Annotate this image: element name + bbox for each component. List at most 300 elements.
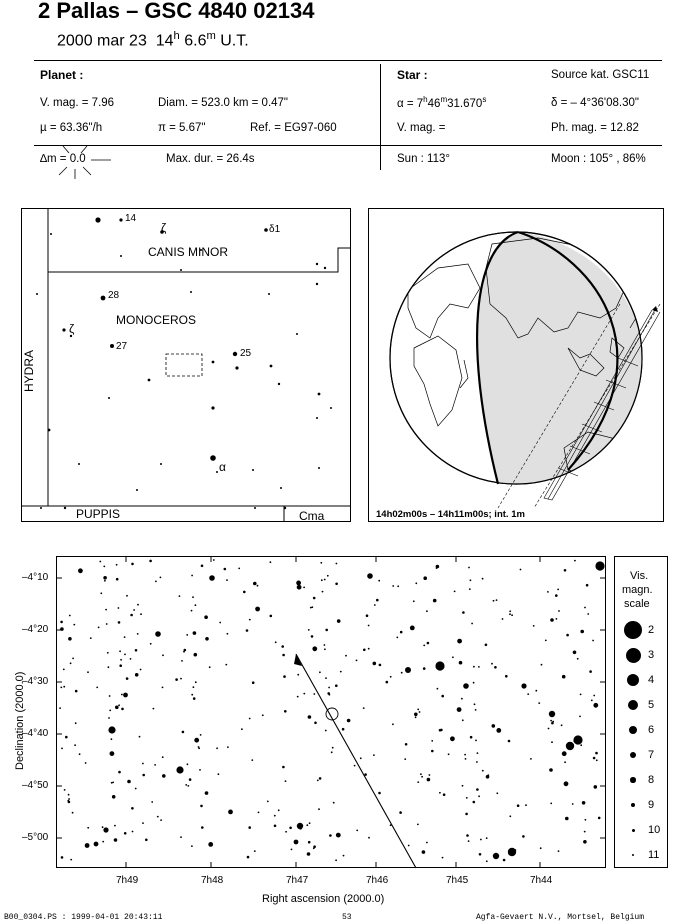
field-star xyxy=(116,564,118,566)
scale-title-2: magn. xyxy=(622,584,653,596)
bright-star xyxy=(94,842,99,847)
field-star xyxy=(324,644,326,646)
field-star xyxy=(283,675,286,678)
field-star xyxy=(149,560,152,563)
scale-dot xyxy=(626,648,641,663)
field-star xyxy=(441,695,444,698)
bright-star xyxy=(209,575,215,581)
planet-motion: µ = 63.36"/h xyxy=(40,122,103,134)
field-star xyxy=(390,676,392,678)
field-star xyxy=(59,707,61,709)
field-star xyxy=(572,803,574,805)
bright-star xyxy=(549,711,555,717)
field-star xyxy=(492,724,496,728)
field-star xyxy=(74,744,76,746)
field-star xyxy=(70,859,72,861)
finder-star xyxy=(316,283,318,285)
field-star xyxy=(527,693,529,695)
finder-star xyxy=(40,507,42,509)
star-photo-mag: Ph. mag. = 12.82 xyxy=(551,122,639,134)
star-label-delta1: δ1 xyxy=(269,224,281,235)
field-star xyxy=(320,562,322,564)
field-star xyxy=(549,768,553,772)
finder-star xyxy=(101,296,106,301)
field-star xyxy=(186,634,188,636)
finder-star xyxy=(254,507,256,509)
field-star xyxy=(422,850,426,854)
field-star xyxy=(450,736,455,741)
field-star xyxy=(278,809,280,811)
field-star xyxy=(124,654,126,656)
field-star xyxy=(192,596,194,598)
field-star xyxy=(180,836,182,838)
field-star xyxy=(258,812,260,814)
field-star xyxy=(201,565,204,568)
finder-star xyxy=(318,467,320,469)
field-star xyxy=(486,775,490,779)
field-star xyxy=(465,758,467,760)
field-star xyxy=(133,609,135,611)
field-star xyxy=(566,634,569,637)
field-star xyxy=(468,567,470,569)
scale-mag-label: 6 xyxy=(648,724,655,736)
field-star xyxy=(98,627,100,629)
finder-star xyxy=(48,429,51,432)
bright-star xyxy=(521,683,526,688)
finder-star xyxy=(210,455,216,461)
bright-star xyxy=(435,661,444,670)
field-star xyxy=(386,681,389,684)
field-star xyxy=(457,707,462,712)
field-star xyxy=(448,753,450,755)
x-axis-label: Right ascension (2000.0) xyxy=(262,893,385,905)
field-star xyxy=(580,744,582,746)
field-star xyxy=(551,722,554,725)
field-star xyxy=(414,713,418,717)
scale-mag-label: 8 xyxy=(648,774,655,786)
constellation-canis-minor: CANIS MINOR xyxy=(148,245,229,259)
field-star xyxy=(252,681,255,684)
field-star xyxy=(342,728,345,731)
field-star xyxy=(284,710,287,713)
field-star xyxy=(160,577,162,579)
finder-star xyxy=(62,328,65,331)
field-star xyxy=(473,801,476,804)
finder-star xyxy=(316,417,318,419)
field-star xyxy=(162,774,166,778)
scale-mag-label: 7 xyxy=(648,749,655,761)
field-star xyxy=(243,591,246,594)
field-star xyxy=(114,825,116,827)
ra-seconds: 31.670 xyxy=(447,97,483,110)
field-star xyxy=(79,753,81,755)
field-star xyxy=(126,677,129,680)
finder-star xyxy=(110,344,114,348)
field-star xyxy=(548,728,550,730)
field-star xyxy=(426,842,428,844)
field-star xyxy=(329,694,331,696)
star-vmag: V. mag. = xyxy=(397,122,446,134)
field-star xyxy=(392,585,394,587)
field-star xyxy=(376,599,379,602)
constellation-hydra: HYDRA xyxy=(22,349,36,392)
finder-star xyxy=(318,393,321,396)
field-star xyxy=(205,637,209,641)
field-star xyxy=(297,674,299,676)
field-star xyxy=(345,655,347,657)
field-star xyxy=(153,708,155,710)
field-star xyxy=(238,568,240,570)
field-star xyxy=(336,833,341,838)
field-star xyxy=(493,600,495,602)
field-star xyxy=(511,614,513,616)
field-star xyxy=(509,613,511,615)
field-star xyxy=(248,826,251,829)
field-star xyxy=(477,752,479,754)
y-tick-label: –5°00 xyxy=(22,832,49,843)
field-star xyxy=(205,791,209,795)
field-star xyxy=(142,763,144,765)
field-star xyxy=(423,576,427,580)
field-star xyxy=(466,797,468,799)
field-star xyxy=(75,722,77,724)
field-star xyxy=(417,824,419,826)
field-star xyxy=(219,622,221,624)
sun-elongation: Sun : 113° xyxy=(397,153,450,165)
field-star xyxy=(550,803,552,805)
field-star xyxy=(175,678,178,681)
field-star xyxy=(65,736,68,739)
field-star xyxy=(401,672,403,674)
star-label-25: 25 xyxy=(240,348,252,359)
field-star xyxy=(443,793,446,796)
field-star xyxy=(313,847,315,849)
field-star xyxy=(119,664,122,667)
field-star xyxy=(61,748,63,750)
field-star xyxy=(397,585,399,587)
field-star xyxy=(473,666,475,668)
field-star xyxy=(201,826,204,829)
ra-hours: α = 7 xyxy=(397,97,424,110)
field-star xyxy=(319,777,322,780)
field-star xyxy=(154,764,156,766)
field-star xyxy=(96,687,98,689)
finder-star xyxy=(36,293,38,295)
track-direction-arrow xyxy=(294,654,302,666)
field-star xyxy=(335,859,337,861)
field-star xyxy=(142,822,144,824)
field-star xyxy=(189,778,192,781)
field-star xyxy=(530,758,532,760)
field-star xyxy=(69,615,71,617)
field-star xyxy=(247,856,250,859)
field-star xyxy=(103,576,107,580)
field-star xyxy=(130,614,133,617)
field-star xyxy=(522,835,525,838)
field-star xyxy=(68,801,71,804)
finder-star xyxy=(233,352,237,356)
field-star xyxy=(533,625,535,627)
field-star xyxy=(324,579,326,581)
bright-star xyxy=(405,667,411,673)
finder-star xyxy=(330,407,332,409)
field-star xyxy=(427,642,430,645)
field-star xyxy=(251,759,253,761)
field-star xyxy=(118,704,120,706)
field-star xyxy=(485,644,488,647)
field-star xyxy=(194,653,198,657)
x-tick-label: 7h45 xyxy=(446,875,469,886)
constellation-canis-major: Cma xyxy=(299,509,325,523)
field-star xyxy=(262,714,264,716)
field-star xyxy=(475,709,477,711)
field-star xyxy=(496,792,498,794)
bright-star xyxy=(493,853,499,859)
field-star xyxy=(333,802,335,804)
field-star xyxy=(182,731,185,734)
field-star xyxy=(313,693,315,695)
field-star xyxy=(509,610,511,612)
finder-star xyxy=(119,218,122,221)
field-star xyxy=(103,566,105,568)
x-tick-label: 7h44 xyxy=(530,875,553,886)
bright-star xyxy=(108,726,115,733)
field-star xyxy=(108,666,110,668)
field-star xyxy=(187,763,189,765)
field-star xyxy=(585,819,587,821)
star-label-zeta-cmi: ζ xyxy=(161,221,167,235)
page-title: 2 Pallas – GSC 4840 02134 xyxy=(38,0,315,23)
field-star xyxy=(87,827,89,829)
field-star xyxy=(417,781,419,783)
finder-star xyxy=(136,489,138,491)
field-star xyxy=(296,581,301,586)
field-star xyxy=(314,722,317,725)
planet-vmag: V. mag. = 7.96 xyxy=(40,97,115,109)
field-star xyxy=(363,707,365,709)
bright-star xyxy=(297,823,303,829)
field-star xyxy=(253,582,257,586)
star-label-27: 27 xyxy=(116,341,128,352)
finder-star xyxy=(95,217,100,222)
field-star xyxy=(505,675,508,678)
field-star xyxy=(573,651,577,655)
field-star xyxy=(105,609,107,611)
scale-mag-label: 11 xyxy=(648,849,660,861)
finder-star xyxy=(252,469,254,471)
field-star xyxy=(461,698,463,700)
field-star xyxy=(584,831,586,833)
field-star xyxy=(106,623,108,625)
field-star xyxy=(373,662,377,666)
event-minute: 6.6 xyxy=(184,32,207,50)
field-star xyxy=(347,719,351,723)
bright-star xyxy=(566,742,574,750)
field-star xyxy=(111,738,113,740)
field-star xyxy=(325,730,327,732)
scale-mag-label: 9 xyxy=(648,799,655,811)
event-hour: 14 xyxy=(155,32,174,50)
field-star xyxy=(582,801,586,805)
field-star xyxy=(580,630,584,634)
field-star xyxy=(405,743,408,746)
finder-star xyxy=(324,267,326,269)
field-star xyxy=(282,654,285,657)
field-star xyxy=(270,561,272,563)
field-star xyxy=(60,687,62,689)
field-star xyxy=(579,716,581,718)
field-star xyxy=(114,838,118,842)
bright-star xyxy=(155,631,161,637)
field-star xyxy=(282,766,285,769)
field-star xyxy=(127,780,131,784)
scale-mag-label: 2 xyxy=(648,624,655,636)
field-star xyxy=(191,575,193,577)
field-star xyxy=(433,599,437,603)
field-star xyxy=(322,591,324,593)
field-star xyxy=(335,684,338,687)
field-star xyxy=(517,804,520,807)
moon-info: Moon : 105° , 86% xyxy=(551,153,646,165)
field-star xyxy=(327,575,329,577)
field-star xyxy=(462,719,464,721)
field-star xyxy=(303,587,305,589)
field-star xyxy=(198,747,200,749)
field-star xyxy=(124,832,127,835)
field-star xyxy=(63,669,65,671)
bright-star xyxy=(508,848,516,856)
field-star xyxy=(356,660,358,662)
field-star xyxy=(508,740,511,743)
field-star xyxy=(255,607,260,612)
star-declination: δ = – 4°36'08.30" xyxy=(551,97,639,109)
flash-icon xyxy=(55,145,115,185)
field-star xyxy=(313,597,316,600)
bright-star xyxy=(573,735,582,744)
field-star xyxy=(457,639,462,644)
field-star xyxy=(179,595,181,597)
constellation-monoceros: MONOCEROS xyxy=(116,313,197,327)
field-star xyxy=(227,633,229,635)
field-star xyxy=(479,853,482,856)
star-map-plot xyxy=(56,556,606,868)
field-star xyxy=(421,776,423,778)
constellation-puppis: PUPPIS xyxy=(76,507,121,521)
field-star xyxy=(123,693,128,698)
field-star xyxy=(331,751,333,753)
field-star xyxy=(545,640,547,642)
field-star xyxy=(482,578,484,580)
field-star xyxy=(486,860,488,862)
finder-star xyxy=(64,507,66,509)
field-star xyxy=(162,687,164,689)
field-star xyxy=(478,666,480,668)
field-star xyxy=(586,584,589,587)
field-star xyxy=(520,569,522,571)
ra-minutes: 46 xyxy=(427,97,441,110)
field-star xyxy=(181,660,183,662)
finder-star xyxy=(284,507,286,509)
field-star xyxy=(462,611,465,614)
field-star xyxy=(216,747,218,749)
field-star xyxy=(337,619,341,623)
bright-star xyxy=(103,827,108,832)
field-star xyxy=(562,751,567,756)
field-star xyxy=(135,788,137,790)
planet-heading: Planet : xyxy=(40,68,84,82)
field-star xyxy=(583,840,587,844)
field-star xyxy=(374,604,376,606)
field-star xyxy=(119,650,121,652)
field-star xyxy=(63,686,65,688)
field-star xyxy=(180,678,182,680)
finder-star xyxy=(190,291,192,293)
field-star xyxy=(360,757,362,759)
finder-star xyxy=(211,406,214,409)
field-star xyxy=(592,640,594,642)
field-star xyxy=(104,580,106,582)
field-star xyxy=(267,801,269,803)
field-star xyxy=(431,750,434,753)
field-star xyxy=(140,613,142,615)
field-star xyxy=(558,610,560,612)
field-star xyxy=(368,625,370,627)
field-star xyxy=(108,717,110,719)
field-star xyxy=(589,670,592,673)
x-tick-label: 7h46 xyxy=(366,875,389,886)
field-star xyxy=(329,834,332,837)
field-star xyxy=(102,826,104,828)
field-star xyxy=(208,842,213,847)
field-star xyxy=(121,694,123,696)
field-star xyxy=(311,635,314,638)
field-star xyxy=(556,618,558,620)
field-star xyxy=(139,736,141,738)
finder-star xyxy=(180,269,182,271)
field-star xyxy=(285,831,287,833)
field-star xyxy=(557,589,559,591)
field-star xyxy=(118,621,121,624)
finder-star xyxy=(235,366,238,369)
field-star xyxy=(126,595,128,597)
star-label-alpha-mon: α xyxy=(219,460,226,474)
field-star xyxy=(73,624,75,626)
field-star xyxy=(550,618,554,622)
field-star xyxy=(470,736,473,739)
footer-publisher: Agfa-Gevaert N.V., Mortsel, Belgium xyxy=(476,913,645,922)
field-star xyxy=(309,822,311,824)
field-star xyxy=(107,652,109,654)
field-star xyxy=(535,690,537,692)
magnitude-drop: ∆m = 0.0 xyxy=(40,153,86,165)
field-star xyxy=(191,845,193,847)
field-star xyxy=(555,594,558,597)
field-star xyxy=(291,849,293,851)
field-star xyxy=(464,754,466,756)
field-star xyxy=(87,671,89,673)
field-star xyxy=(494,666,497,669)
field-star xyxy=(227,746,229,748)
y-tick-label: –4°40 xyxy=(22,728,49,739)
field-star xyxy=(115,706,119,710)
field-star xyxy=(195,604,197,606)
field-star xyxy=(130,658,132,660)
field-star xyxy=(110,751,115,756)
field-star xyxy=(225,664,227,666)
field-star xyxy=(396,637,398,639)
field-star xyxy=(564,781,569,786)
field-star xyxy=(99,561,101,563)
